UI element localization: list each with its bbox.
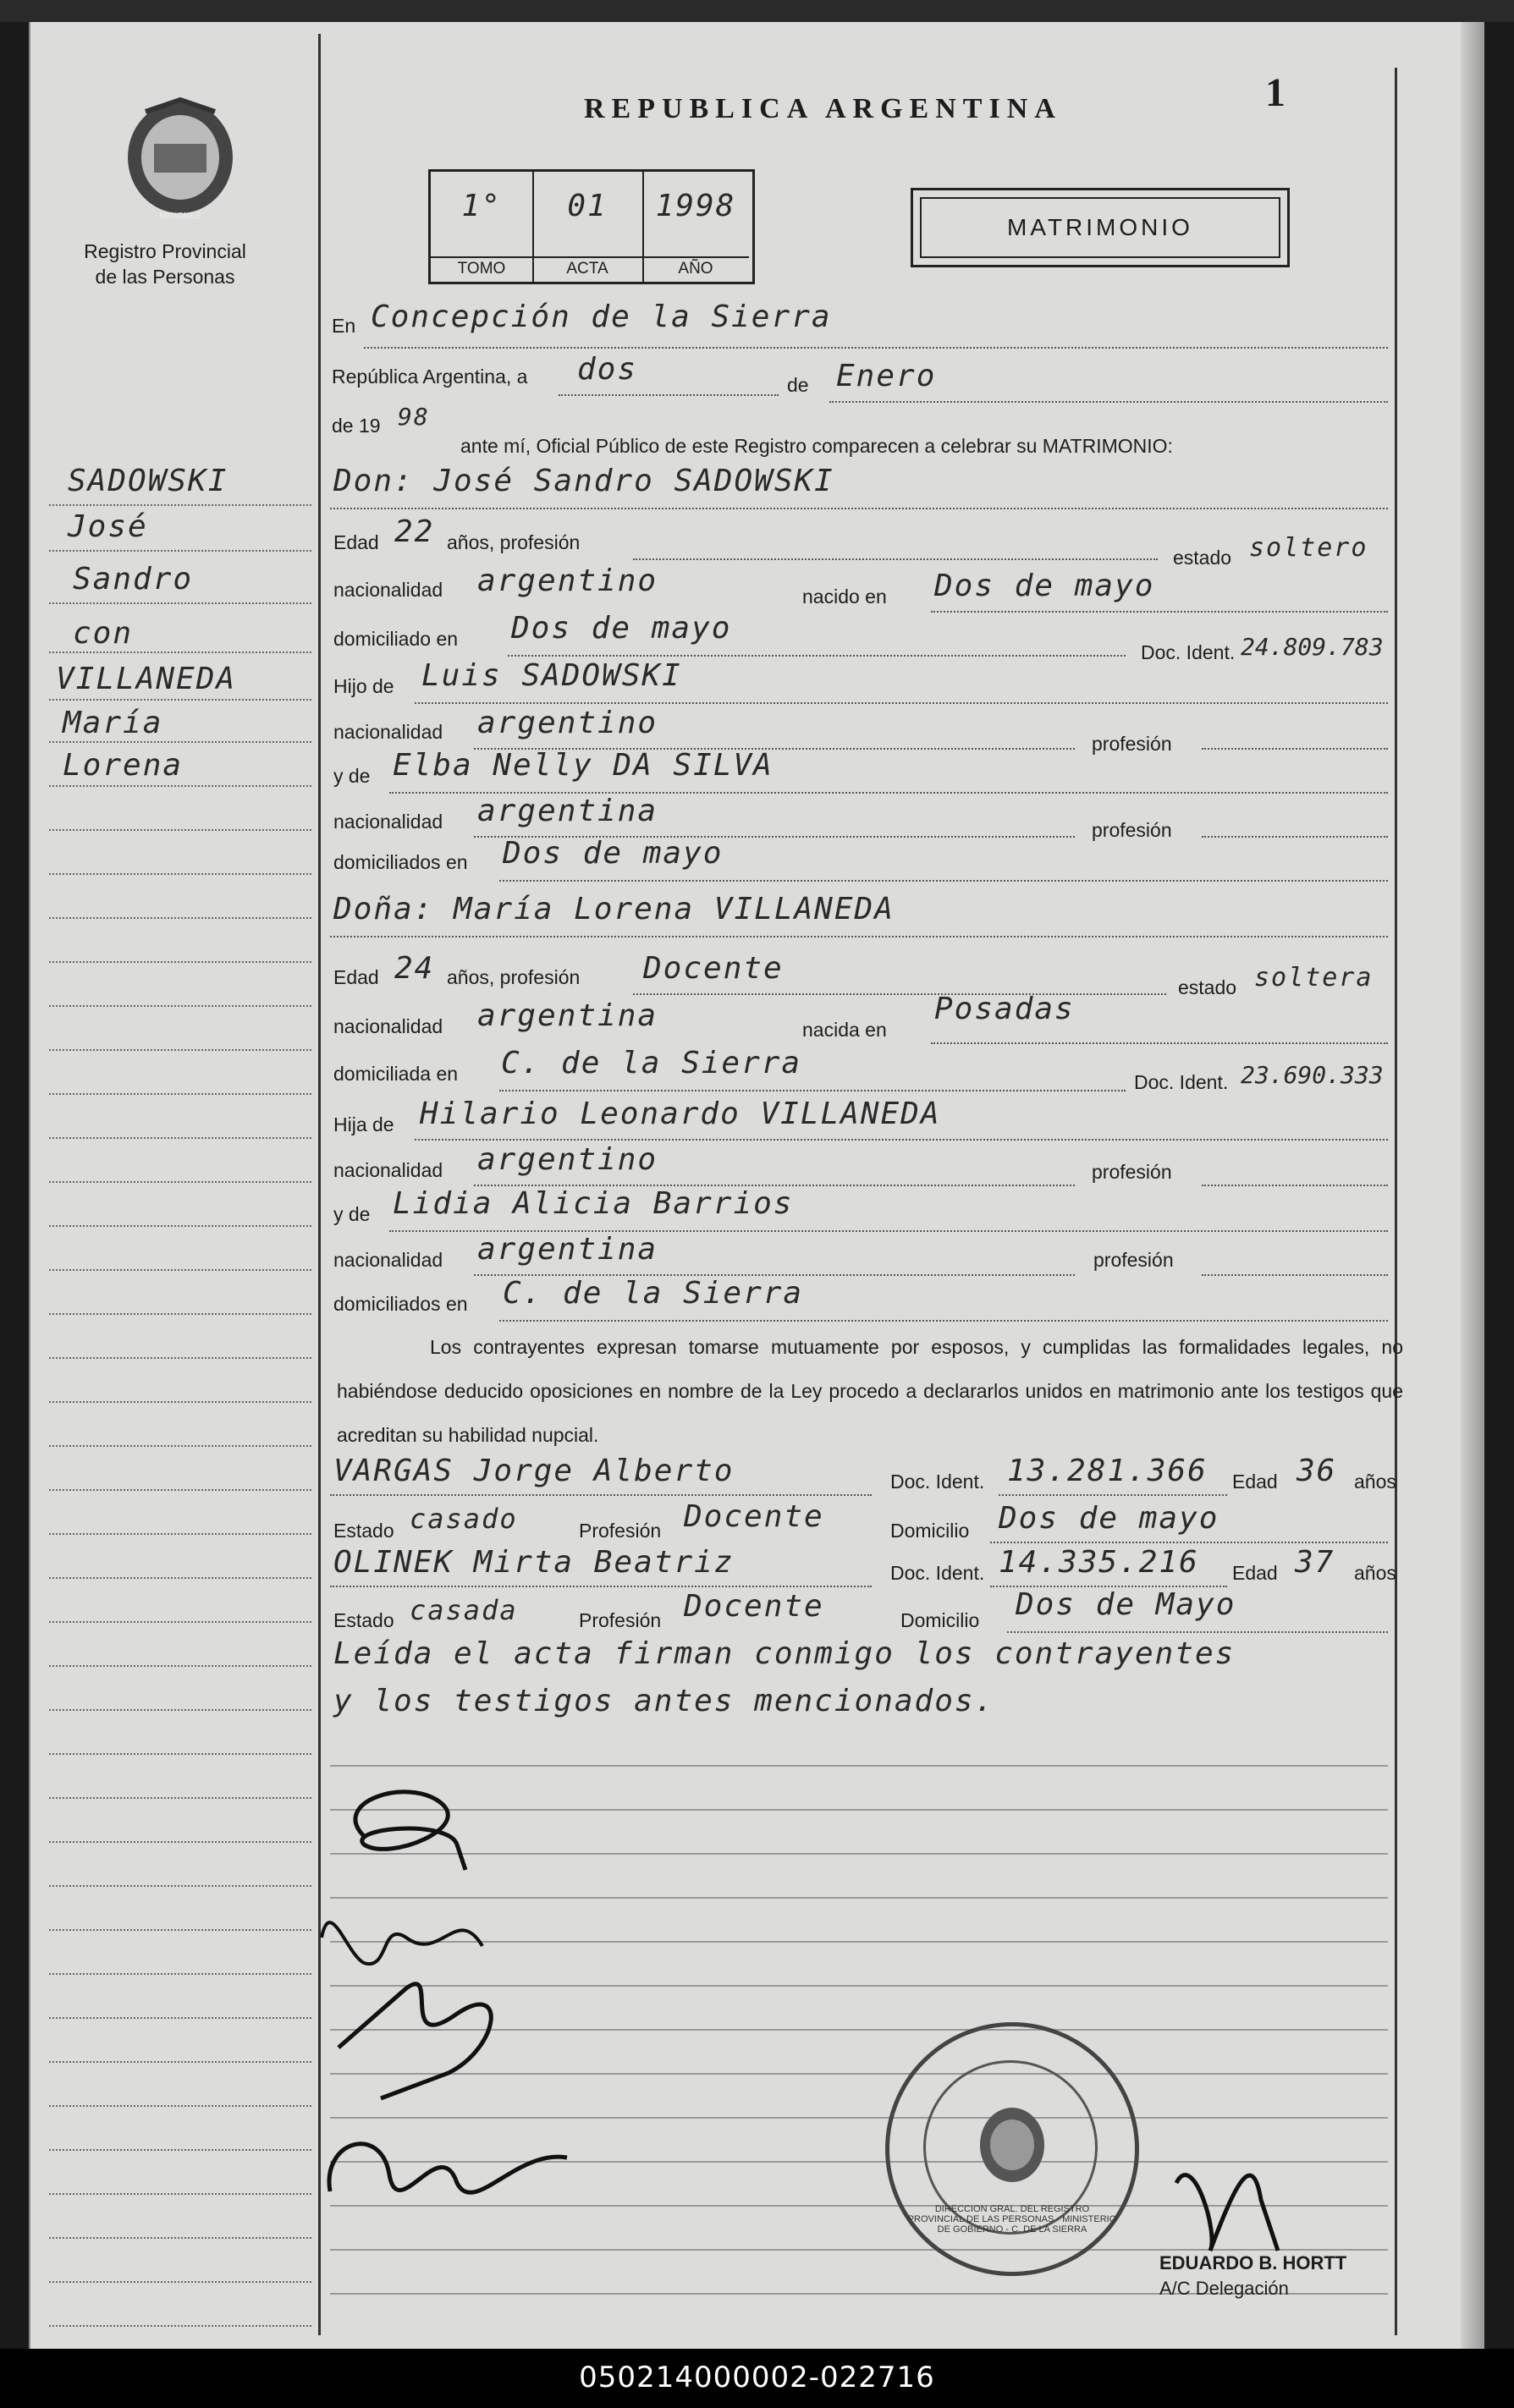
groom-nacionalidad-label: nacionalidad <box>333 579 443 601</box>
groom-father-nacionalidad-label: nacionalidad <box>333 721 443 743</box>
witness2-age: 37 <box>1295 1545 1335 1580</box>
tomo-value: 1° <box>461 189 502 223</box>
groom-domicilio: Dos de mayo <box>511 611 732 646</box>
signature-olinek <box>339 1984 491 2098</box>
witness2-doc: 14.335.216 <box>999 1545 1199 1580</box>
witness2-profesion-label: Profesión <box>579 1609 662 1631</box>
witness1-age: 36 <box>1297 1454 1337 1488</box>
page-number: 1 <box>1265 70 1286 115</box>
en-label: En <box>332 315 356 337</box>
groom-mother: Elba Nelly DA SILVA <box>393 748 774 783</box>
witness1-doc-label: Doc. Ident. <box>890 1471 985 1493</box>
groom-edad-label: Edad <box>333 531 379 553</box>
page-edge-shadow <box>1461 22 1484 2349</box>
record-type-box <box>911 188 1290 267</box>
margin-name: con <box>73 616 134 651</box>
bride-doc-label: Doc. Ident. <box>1134 1071 1229 1093</box>
margin-name: Sandro <box>73 562 194 597</box>
bride-father: Hilario Leonardo VILLANEDA <box>420 1097 941 1131</box>
ano-cell <box>642 172 749 282</box>
tomo-cell <box>431 172 534 282</box>
bride-nacida-label: nacida en <box>802 1019 887 1041</box>
groom-father: Luis SADOWSKI <box>421 658 682 693</box>
margin-name: José <box>68 509 148 544</box>
closing-line-2: y los testigos antes mencionados. <box>333 1684 995 1718</box>
bride-mother: Lidia Alicia Barrios <box>393 1186 794 1221</box>
bride-edad-label: Edad <box>333 966 379 988</box>
bride-father-nacionalidad: argentino <box>477 1142 658 1177</box>
republica-label: República Argentina, a <box>332 366 528 388</box>
witness2-anos-label: años <box>1354 1562 1396 1584</box>
ceremony-day: dos <box>577 352 638 387</box>
bride-estado-label: estado <box>1178 976 1237 998</box>
officer-signature <box>1159 2132 1295 2259</box>
groom-name: Don: José Sandro SADOWSKI <box>333 464 834 498</box>
witness1-name: VARGAS Jorge Alberto <box>333 1454 735 1488</box>
registry-line-1: Registro Provincial <box>84 240 246 262</box>
margin-name: Lorena <box>63 748 184 783</box>
registry-name <box>59 239 271 289</box>
scan-top-edge <box>0 0 1514 22</box>
emblem-label: MISIONES <box>159 212 201 221</box>
provincial-emblem-icon <box>120 95 240 220</box>
year-prefix-label: de 19 <box>332 415 381 437</box>
witness1-edad-label: Edad <box>1232 1471 1278 1493</box>
groom-estado: soltero <box>1249 533 1368 563</box>
record-number-box <box>428 169 755 284</box>
scan-footer <box>0 2349 1514 2408</box>
groom-parents-domicilio: Dos de mayo <box>503 836 724 871</box>
official-stamp <box>885 2022 1139 2276</box>
bride-name: Doña: María Lorena VILLANEDA <box>333 892 895 926</box>
bride-doc: 23.690.333 <box>1241 1061 1384 1089</box>
officer-name: EDUARDO B. HORTT <box>1159 2252 1347 2273</box>
bride-mother-nacionalidad: argentina <box>477 1232 658 1267</box>
bride-father-nacionalidad-label: nacionalidad <box>333 1159 443 1181</box>
witness1-profesion: Docente <box>684 1499 824 1534</box>
groom-domiciliado-label: domiciliado en <box>333 628 459 650</box>
stamp-emblem-icon <box>974 2103 1050 2187</box>
acta-value: 01 <box>567 189 608 223</box>
groom-mother-profesion-label: profesión <box>1092 819 1172 841</box>
groom-profesion-label: años, profesión <box>447 531 581 553</box>
groom-nacionalidad: argentino <box>477 564 658 598</box>
groom-birthplace: Dos de mayo <box>934 569 1155 603</box>
signature-vargas <box>329 2144 567 2193</box>
bride-domicilio: C. de la Sierra <box>501 1046 802 1080</box>
groom-doc-label: Doc. Ident. <box>1141 641 1236 663</box>
witness1-estado-label: Estado <box>333 1520 394 1542</box>
groom-age: 22 <box>394 514 435 549</box>
witness2-edad-label: Edad <box>1232 1562 1278 1584</box>
groom-father-nacionalidad: argentino <box>477 706 658 740</box>
margin-name: María <box>63 706 163 740</box>
ceremony-year: 98 <box>398 403 430 431</box>
witness1-estado: casado <box>410 1503 518 1535</box>
witness1-domicilio: Dos de mayo <box>999 1501 1219 1536</box>
witness2-profesion: Docente <box>684 1589 824 1624</box>
bride-profesion-label: años, profesión <box>447 966 581 988</box>
bride-parents-domicilio: C. de la Sierra <box>503 1276 804 1311</box>
signatures-block <box>313 1768 618 2242</box>
bride-estado: soltera <box>1254 963 1374 992</box>
tomo-label: TOMO <box>431 256 532 278</box>
signature-villaneda <box>322 1922 482 1964</box>
groom-nacido-label: nacido en <box>802 586 887 607</box>
acta-label: ACTA <box>532 256 642 278</box>
bride-nacionalidad: argentina <box>477 998 658 1033</box>
ano-value: 1998 <box>655 189 736 223</box>
groom-parents-domiciliados-label: domiciliados en <box>333 851 468 873</box>
bride-birthplace: Posadas <box>934 992 1075 1026</box>
witness2-estado: casada <box>410 1594 518 1626</box>
groom-mother-nacionalidad: argentina <box>477 794 658 828</box>
bride-yde-label: y de <box>333 1203 371 1225</box>
bride-nacionalidad-label: nacionalidad <box>333 1015 443 1037</box>
bride-domiciliada-label: domiciliada en <box>333 1063 459 1085</box>
groom-hijo-label: Hijo de <box>333 675 394 697</box>
witness2-name: OLINEK Mirta Beatriz <box>333 1545 735 1580</box>
ceremony-month: Enero <box>836 359 937 393</box>
closing-line-1: Leída el acta firman conmigo los contrayentes <box>333 1636 1236 1671</box>
registry-line-2: de las Personas <box>95 266 235 288</box>
witness1-domicilio-label: Domicilio <box>890 1520 970 1542</box>
groom-doc: 24.809.783 <box>1241 633 1384 661</box>
ceremony-place: Concepción de la Sierra <box>371 300 832 334</box>
bride-profesion: Docente <box>643 951 784 986</box>
document-code: 050214000002-022716 <box>579 2361 935 2394</box>
acta-cell <box>532 172 644 282</box>
margin-name: VILLANEDA <box>56 662 237 696</box>
comparecen-text: ante mí, Oficial Público de este Registro comparecen a celebrar su MATRIMONIO: <box>460 435 1173 457</box>
officer-block <box>1159 2251 1346 2301</box>
bride-mother-profesion-label: profesión <box>1093 1249 1174 1271</box>
bride-parents-domiciliados-label: domiciliados en <box>333 1293 468 1315</box>
witness2-doc-label: Doc. Ident. <box>890 1562 985 1584</box>
margin-name: SADOWSKI <box>68 464 228 498</box>
signature-sadowski <box>355 1792 465 1870</box>
witness1-doc: 13.281.366 <box>1007 1454 1208 1488</box>
country-title: REPUBLICA ARGENTINA <box>584 93 1062 124</box>
bride-hija-label: Hija de <box>333 1113 394 1135</box>
groom-father-profesion-label: profesión <box>1092 733 1172 755</box>
groom-estado-label: estado <box>1173 547 1232 569</box>
witness2-domicilio-label: Domicilio <box>900 1609 980 1631</box>
groom-yde-label: y de <box>333 765 371 787</box>
officer-title: A/C Delegación <box>1159 2278 1289 2299</box>
record-type-label: MATRIMONIO <box>920 197 1280 258</box>
groom-mother-nacionalidad-label: nacionalidad <box>333 811 443 833</box>
bride-mother-nacionalidad-label: nacionalidad <box>333 1249 443 1271</box>
witness2-estado-label: Estado <box>333 1609 394 1631</box>
ano-label: AÑO <box>642 256 749 278</box>
right-rule <box>1395 68 1397 2335</box>
de-label: de <box>787 374 809 396</box>
stamp-text: DIRECCION GRAL. DEL REGISTRO PROVINCIAL DE LAS PERSONAS - MINISTERIO DE GOBIERNO - C. DE LA SIERRA <box>907 2204 1117 2235</box>
witness1-profesion-label: Profesión <box>579 1520 662 1542</box>
bride-father-profesion-label: profesión <box>1092 1161 1172 1183</box>
bride-age: 24 <box>394 951 435 986</box>
declaration-text: Los contrayentes expresan tomarse mutuamente por esposos, y cumplidas las formalidades legales, no habiéndose deducido oposiciones en nombre de la Ley procedo a declararlos unidos en matrimonio ante los testigos que acreditan su habilidad nupcial. <box>337 1336 1403 1446</box>
witness1-anos-label: años <box>1354 1471 1396 1493</box>
witness2-domicilio: Dos de Mayo <box>1016 1587 1236 1622</box>
